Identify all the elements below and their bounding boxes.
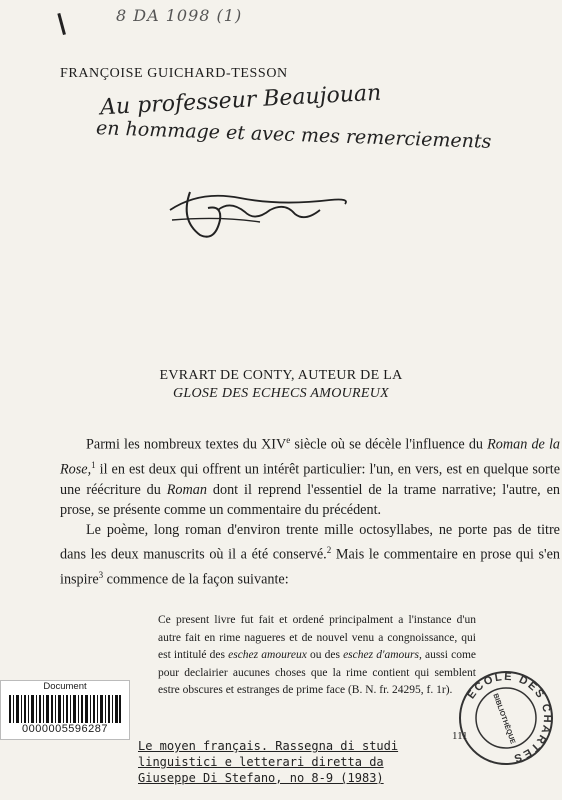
dedication-line-2: en hommage et avec mes remerciements (95, 117, 492, 153)
citation-line-2: linguistici e letterari diretta da (138, 755, 384, 769)
library-barcode-label (0, 680, 130, 740)
page-number: 111 (452, 730, 468, 742)
footnote-ref: 2 (326, 545, 332, 556)
source-citation (138, 738, 398, 786)
stamp-outer-text: ECOLE DES CHARTES (465, 670, 554, 765)
article-body (60, 430, 560, 590)
pencil-mark (57, 11, 73, 35)
article-title-line-1: EVRART DE CONTY, AUTEUR DE LA (159, 368, 403, 383)
barcode-icon (9, 695, 121, 723)
italic-title: Roman de la Rose, (60, 436, 560, 478)
barcode-number: 0000005596287 (21, 723, 109, 735)
dedication-line-1: Au professeur Beaujouan (99, 80, 382, 121)
barcode-label-text: Document (43, 681, 87, 692)
paragraph-1: Parmi les nombreux textes du XIVe siècle où se décèle l'influence du Roman de la Rose,$^1$ il en est deux qui offrent un intérêt particulier: l'un, en vers, est en quelque sorte une réécriture du Roman dont il reprend l'essentiel de la trame narrative; l'autre, en prose, se présente comme un commentaire du précédent. (60, 435, 560, 519)
italic-title: Roman (166, 481, 207, 498)
svg-text:ECOLE DES CHARTES (465, 671, 553, 765)
author-name: FRANÇOISE GUICHARD-TESSON (60, 66, 288, 81)
footnote-ref: 1 (91, 459, 96, 470)
handwritten-signature (160, 180, 360, 250)
footnote-ref: 3 (98, 570, 104, 581)
block-quote: Ce present livre fut fait et ordené principalment a l'instance d'un autre fait en rime nagueres et de nouvel venu a congnoissance, qui est intitulé des eschez amoureux ou des eschez d'amours, aussi come pour declairier aucunes choses que la rime contient qui semblent estre obscures et estranges de prime face (B. N. fr. 24295, f. 1r). (158, 614, 477, 696)
superscript: e (286, 435, 291, 445)
citation-line-3: Giuseppe Di Stefano, no 8-9 (1983) (138, 771, 384, 785)
citation-line-1: Le moyen français. Rassegna di studi (138, 739, 399, 753)
library-stamp-icon (456, 668, 556, 768)
article-title-line-2: GLOSE DES ECHECS AMOUREUX (172, 386, 390, 401)
stamp-inner-text: BIBLIOTHÈQUE (491, 692, 516, 745)
paragraph-2: Le poème, long roman d'environ trente mille octosyllabes, ne porte pas de titre dans les deux manuscrits où il a été conservé.$^2$ Mais le commentaire en prose qui s'en inspire$^3$ commence de la façon suivante: (60, 522, 561, 589)
catalog-number: 8 DA 1098 (1) (116, 6, 243, 25)
